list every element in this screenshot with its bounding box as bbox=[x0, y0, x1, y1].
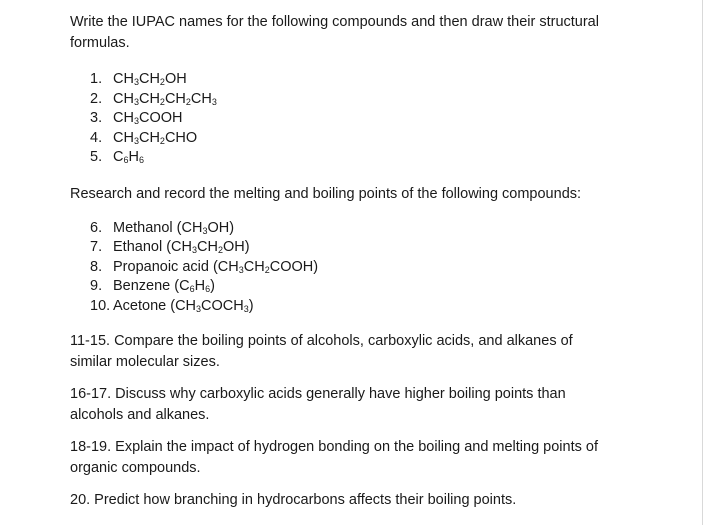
list-item: 3. $CH_3COOH$ bbox=[90, 110, 183, 126]
question-11-15: 11-15. Compare the boiling points of alcohols, carboxylic acids, and alkanes of similar molecular sizes. bbox=[70, 333, 573, 370]
list-item: 2. $CH_3CH_2CH_2CH_3$ bbox=[90, 90, 217, 107]
worksheet bbox=[70, 12, 670, 511]
list-item: 7. Ethanol $(CH_3CH_2OH)$ bbox=[90, 239, 250, 255]
compound-list bbox=[70, 70, 670, 168]
research-list bbox=[70, 219, 670, 317]
intro-instruction: Write the IUPAC names for the following compounds and then draw their structural formulas. bbox=[70, 14, 599, 51]
question-16-17: 16-17. Discuss why carboxylic acids generally have higher boiling points than alcohols and alkanes. bbox=[70, 386, 566, 423]
list-item: 10. Acetone $(CH_3COCH_3)$ bbox=[90, 297, 254, 314]
list-item: 6. Methanol $(CH_3OH)$ bbox=[90, 219, 235, 236]
list-item: 4. $CH_3CH_2CHO$ bbox=[90, 129, 198, 146]
list-item: 9. Benzene $(C_6H_6)$ bbox=[90, 278, 215, 294]
list-item: 1. $CH_3CH_2OH$ bbox=[90, 71, 187, 87]
list-item: 8. Propanoic acid $(CH_3CH_2COOH)$ bbox=[90, 258, 319, 275]
list-item: 5. $C_6H_6$ bbox=[90, 149, 144, 165]
question-18-19: 18-19. Explain the impact of hydrogen bonding on the boiling and melting points of organic compounds. bbox=[70, 439, 598, 476]
research-instruction: Research and record the melting and boiling points of the following compounds: bbox=[70, 185, 582, 202]
question-20: 20. Predict how branching in hydrocarbons affects their boiling points. bbox=[70, 492, 517, 508]
